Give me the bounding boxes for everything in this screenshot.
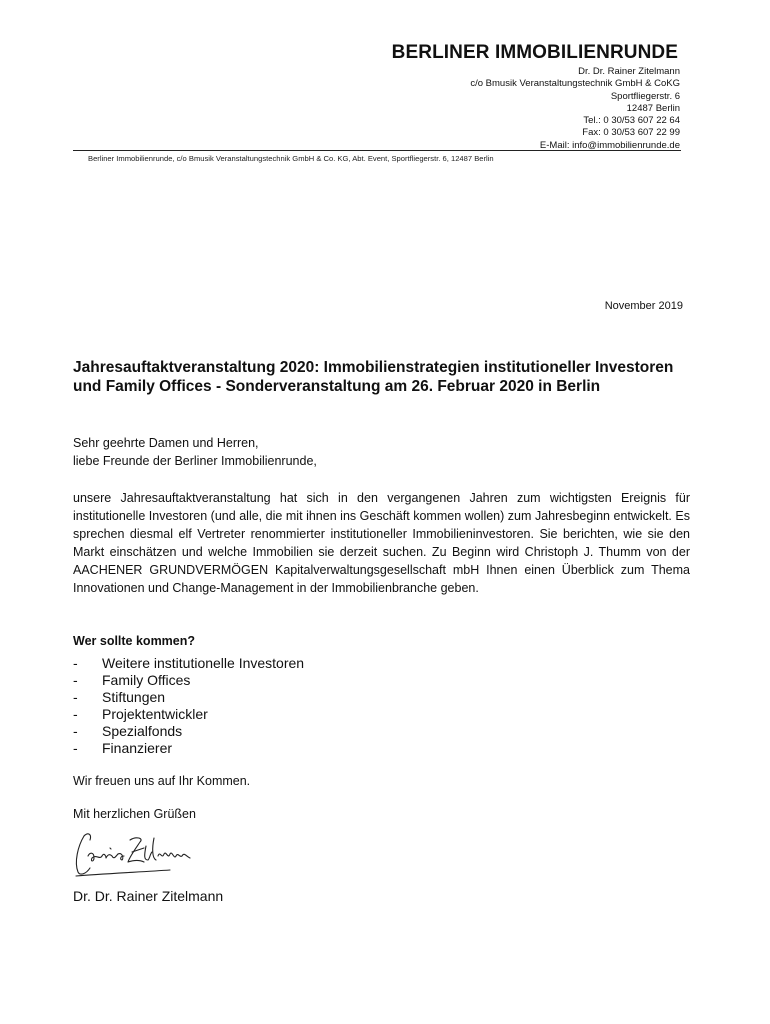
letter-date: November 2019 — [604, 300, 683, 312]
sender-company: c/o Bmusik Veranstaltungstechnik GmbH & CoKG — [470, 78, 680, 90]
audience-heading: Wer sollte kommen? — [73, 634, 196, 648]
audience-list — [73, 655, 304, 757]
list-item-text: Family Offices — [102, 672, 191, 688]
return-address-line: Berliner Immobilienrunde, c/o Bmusik Veranstaltungstechnik GmbH & Co. KG, Abt. Event, Sportfliegerstr. 6, 12487 Berlin — [88, 154, 494, 163]
sender-email: E-Mail: info@immobilienrunde.de — [539, 139, 680, 151]
list-item-text: Stiftungen — [102, 689, 166, 705]
list-item — [73, 672, 304, 689]
list-item-text: Weitere institutionelle Investoren — [102, 655, 305, 671]
letter-subject: Jahresauftaktveranstaltung 2020: Immobilienstrategien institutioneller Investoren und Family Offices - Sonderveranstaltung am 26. Februar 2020 in Berlin — [73, 359, 674, 395]
sender-fax: Fax: 0 30/53 607 22 99 — [582, 127, 680, 139]
list-dash: - — [73, 723, 78, 739]
body-paragraph: unsere Jahresauftaktveranstaltung hat sich in den vergangenen Jahren zum wichtigsten Ereignis für institutionelle Investoren (und alle, die mit ihnen ins Geschäft kommen wollen) zum Jahresbeginn entwickelt. Es sprechen diesmal elf Vertreter renommierter institutioneller Immobilieninvestoren. Sie berichten, wie sie den Markt einschätzen und welche Immobilien sie derzeit suchen. Zu Beginn wird Christoph J. Thumm von der AACHENER GRUNDVERMÖGEN Kapitalverwaltungsgesellschaft mbH Ihnen einen Überblick zum Thema Innovationen und Change-Management in der Immobilienbranche geben. — [73, 491, 690, 595]
sender-street: Sportfliegerstr. 6 — [610, 90, 680, 102]
list-item-text: Spezialfonds — [102, 723, 183, 739]
sender-address-block — [470, 66, 680, 152]
list-dash: - — [73, 689, 78, 705]
letterhead-org-name: BERLINER IMMOBILIENRUNDE — [391, 42, 678, 63]
list-dash: - — [73, 672, 78, 688]
list-item — [73, 740, 304, 757]
list-item — [73, 706, 304, 723]
signer-name: Dr. Dr. Rainer Zitelmann — [73, 888, 224, 904]
salutation — [73, 434, 317, 470]
list-dash: - — [73, 655, 78, 671]
header-divider — [73, 150, 681, 151]
list-item — [73, 689, 304, 706]
sender-city: 12487 Berlin — [626, 102, 680, 114]
salutation-line-2: liebe Freunde der Berliner Immobilienrunde, — [73, 454, 317, 468]
list-dash: - — [73, 706, 78, 722]
closing-line-2: Mit herzlichen Grüßen — [73, 807, 196, 821]
list-item-text: Finanzierer — [102, 740, 173, 756]
sender-name: Dr. Dr. Rainer Zitelmann — [578, 66, 680, 77]
list-dash: - — [73, 740, 78, 756]
sender-phone: Tel.: 0 30/53 607 22 64 — [583, 115, 680, 127]
handwritten-signature — [70, 826, 200, 884]
closing-line-1: Wir freuen uns auf Ihr Kommen. — [73, 774, 251, 788]
list-item — [73, 723, 304, 740]
list-item-text: Projektentwickler — [102, 706, 208, 722]
salutation-line-1: Sehr geehrte Damen und Herren, — [73, 436, 259, 450]
list-item — [73, 655, 304, 672]
